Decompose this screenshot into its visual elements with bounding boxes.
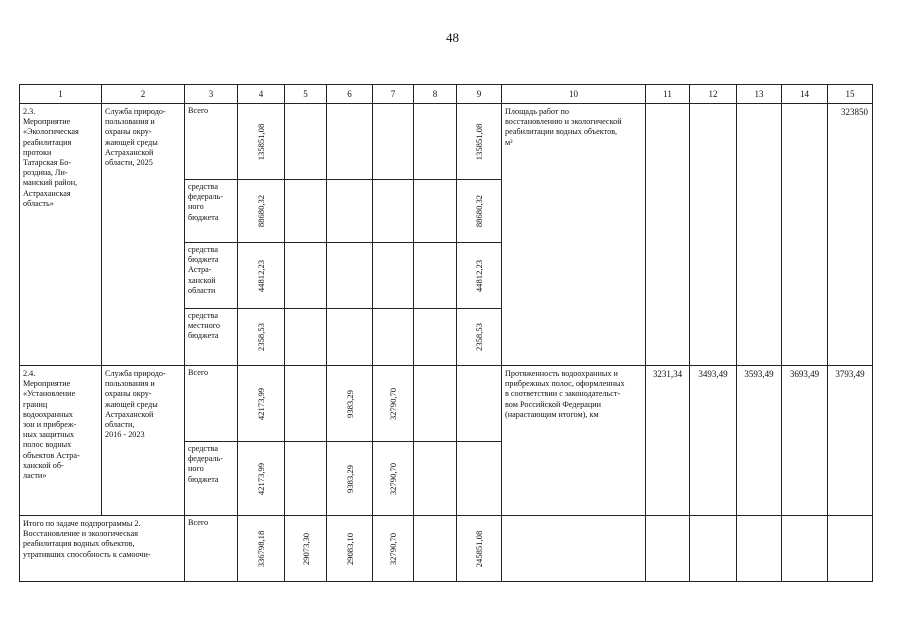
col-header: 12: [690, 85, 737, 104]
value-cell: 9383,29: [327, 366, 373, 442]
value-cell: 9383,29: [327, 442, 373, 516]
value-cell: 29083,10: [327, 516, 373, 582]
value-cell: 2358,53: [457, 309, 502, 366]
value-cell: 32790,70: [373, 442, 414, 516]
empty-cell: [414, 243, 457, 309]
source-cell: средства бюджета Астра- ханской области: [185, 243, 238, 309]
col-header: 2: [102, 85, 185, 104]
empty-cell: [285, 442, 327, 516]
empty-cell: [414, 442, 457, 516]
value-cell: 3593,49: [737, 366, 782, 516]
empty-cell: [285, 243, 327, 309]
header-row: [20, 85, 873, 104]
col-header: 3: [185, 85, 238, 104]
col-header: 14: [782, 85, 828, 104]
value-cell: 44812,23: [457, 243, 502, 309]
empty-cell: [327, 309, 373, 366]
measure-cell: 2.3. Мероприятие «Экологическая реабилитация протоки Татарская Бо- роздина, Ли- манский район, Астраханская область»: [20, 104, 102, 366]
table-row: [20, 516, 873, 582]
value-cell: 3693,49: [782, 366, 828, 516]
empty-cell: [646, 516, 690, 582]
indicator-cell: Протяженность водоохранных и прибрежных полос, оформленных в соответствии с законодательст- вом Российской Федерации (нарастающим итогом), км: [502, 366, 646, 516]
value-cell: 336798,18: [238, 516, 285, 582]
source-cell: средства местного бюджета: [185, 309, 238, 366]
source-cell: Всего: [185, 104, 238, 180]
col-header: 10: [502, 85, 646, 104]
value-cell: 135851,08: [457, 104, 502, 180]
value-cell: 29073,30: [285, 516, 327, 582]
table-row: [20, 366, 873, 442]
empty-cell: [414, 366, 457, 442]
value-cell: 3231,34: [646, 366, 690, 516]
empty-cell: [646, 104, 690, 366]
value-cell: 88680,32: [238, 180, 285, 243]
empty-cell: [327, 180, 373, 243]
value-cell: 3793,49: [828, 366, 873, 516]
value-cell: 32790,70: [373, 366, 414, 442]
empty-cell: [327, 243, 373, 309]
empty-cell: [414, 104, 457, 180]
empty-cell: [782, 104, 828, 366]
page-number: 48: [446, 30, 459, 45]
empty-cell: [782, 516, 828, 582]
empty-cell: [373, 309, 414, 366]
empty-cell: [414, 180, 457, 243]
empty-cell: [457, 442, 502, 516]
indicator-cell: Площадь работ по восстановлению и экологической реабилитации водных объектов, м²: [502, 104, 646, 366]
total-label-cell: Итого по задаче подпрограммы 2. Восстановление и экологическая реабилитация водных объектов, утративших способность к самоочи-: [20, 516, 185, 582]
value-cell: 88680,32: [457, 180, 502, 243]
col-header: 1: [20, 85, 102, 104]
measure-cell: 2.4. Мероприятие «Установление границ водоохранных зон и прибреж- ных защитных полос водных объектов Астра- ханской об- ласти»: [20, 366, 102, 516]
budget-table: [19, 84, 873, 582]
table-row: [20, 104, 873, 180]
value-cell: 32790,70: [373, 516, 414, 582]
empty-cell: [737, 104, 782, 366]
empty-cell: [502, 516, 646, 582]
empty-cell: [414, 309, 457, 366]
empty-cell: [373, 104, 414, 180]
value-cell: 42173,99: [238, 366, 285, 442]
value-cell: 2358,53: [238, 309, 285, 366]
source-cell: Всего: [185, 516, 238, 582]
col-header: 11: [646, 85, 690, 104]
col-header: 15: [828, 85, 873, 104]
value-cell: 135851,08: [238, 104, 285, 180]
empty-cell: [373, 180, 414, 243]
col-header: 5: [285, 85, 327, 104]
empty-cell: [828, 516, 873, 582]
value-cell: 245851,08: [457, 516, 502, 582]
empty-cell: [285, 104, 327, 180]
empty-cell: [327, 104, 373, 180]
empty-cell: [737, 516, 782, 582]
source-cell: средства федераль- ного бюджета: [185, 442, 238, 516]
value-cell: 44812,23: [238, 243, 285, 309]
empty-cell: [285, 366, 327, 442]
col-header: 6: [327, 85, 373, 104]
source-cell: средства федераль- ного бюджета: [185, 180, 238, 243]
empty-cell: [690, 104, 737, 366]
value-cell: 42173,99: [238, 442, 285, 516]
empty-cell: [373, 243, 414, 309]
empty-cell: [285, 180, 327, 243]
empty-cell: [285, 309, 327, 366]
empty-cell: [457, 366, 502, 442]
empty-cell: [414, 516, 457, 582]
col-header: 7: [373, 85, 414, 104]
executor-cell: Служба природо- пользования и охраны окру- жающей среды Астраханской области, 2016 - 2023: [102, 366, 185, 516]
col-header: 13: [737, 85, 782, 104]
value-cell: 3493,49: [690, 366, 737, 516]
empty-cell: [690, 516, 737, 582]
col-header: 8: [414, 85, 457, 104]
col-header: 4: [238, 85, 285, 104]
source-cell: Всего: [185, 366, 238, 442]
executor-cell: Служба природо- пользования и охраны окру- жающей среды Астраханской области, 2025: [102, 104, 185, 366]
col-header: 9: [457, 85, 502, 104]
value-cell: 323850: [828, 104, 873, 366]
